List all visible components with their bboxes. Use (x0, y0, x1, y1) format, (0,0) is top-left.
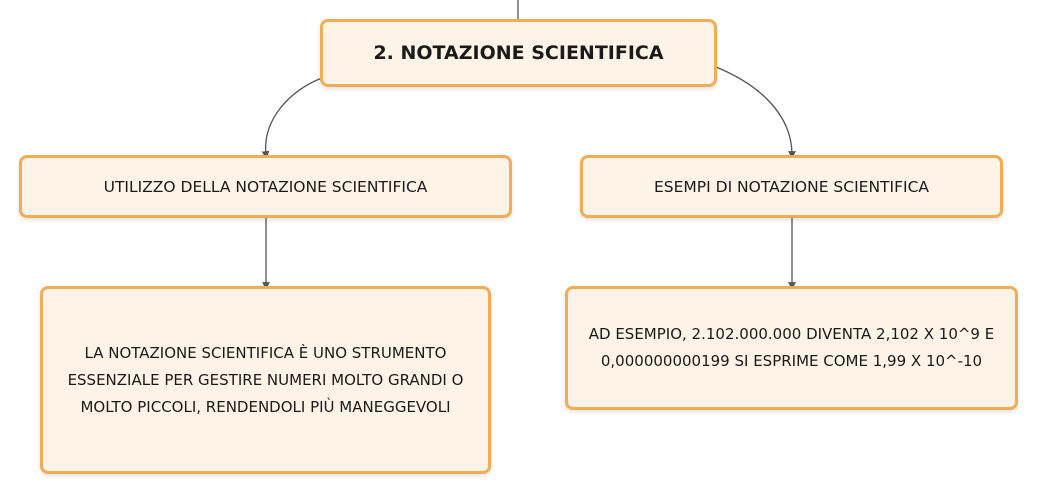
branch-node-esempi[interactable] (580, 155, 1003, 218)
leaf-node-esempi-text: AD ESEMPIO, 2.102.000.000 DIVENTA 2,102 X 10^9 E 0,000000000199 SI ESPRIME COME 1,99 X 10^-10 (588, 325, 995, 370)
branch-node-utilizzo-label: UTILIZZO DELLA NOTAZIONE SCIENTIFICA (103, 177, 428, 196)
branch-node-utilizzo[interactable] (19, 155, 512, 218)
leaf-node-utilizzo-detail[interactable] (40, 286, 491, 474)
root-node[interactable] (320, 19, 717, 87)
connector-root-to-right-branch (716, 67, 792, 155)
connector-root-to-left-branch (266, 78, 322, 155)
leaf-node-esempi-detail[interactable] (565, 286, 1018, 410)
branch-node-esempi-label: ESEMPI DI NOTAZIONE SCIENTIFICA (653, 177, 930, 196)
leaf-node-utilizzo-text: LA NOTAZIONE SCIENTIFICA È UNO STRUMENTO ESSENZIALE PER GESTIRE NUMERI MOLTO GRANDI O MOLTO PICCOLI, RENDENDOLI PIÙ MANEGGEVOLI (67, 343, 464, 416)
root-node-label: 2. NOTAZIONE SCIENTIFICA (373, 42, 664, 64)
